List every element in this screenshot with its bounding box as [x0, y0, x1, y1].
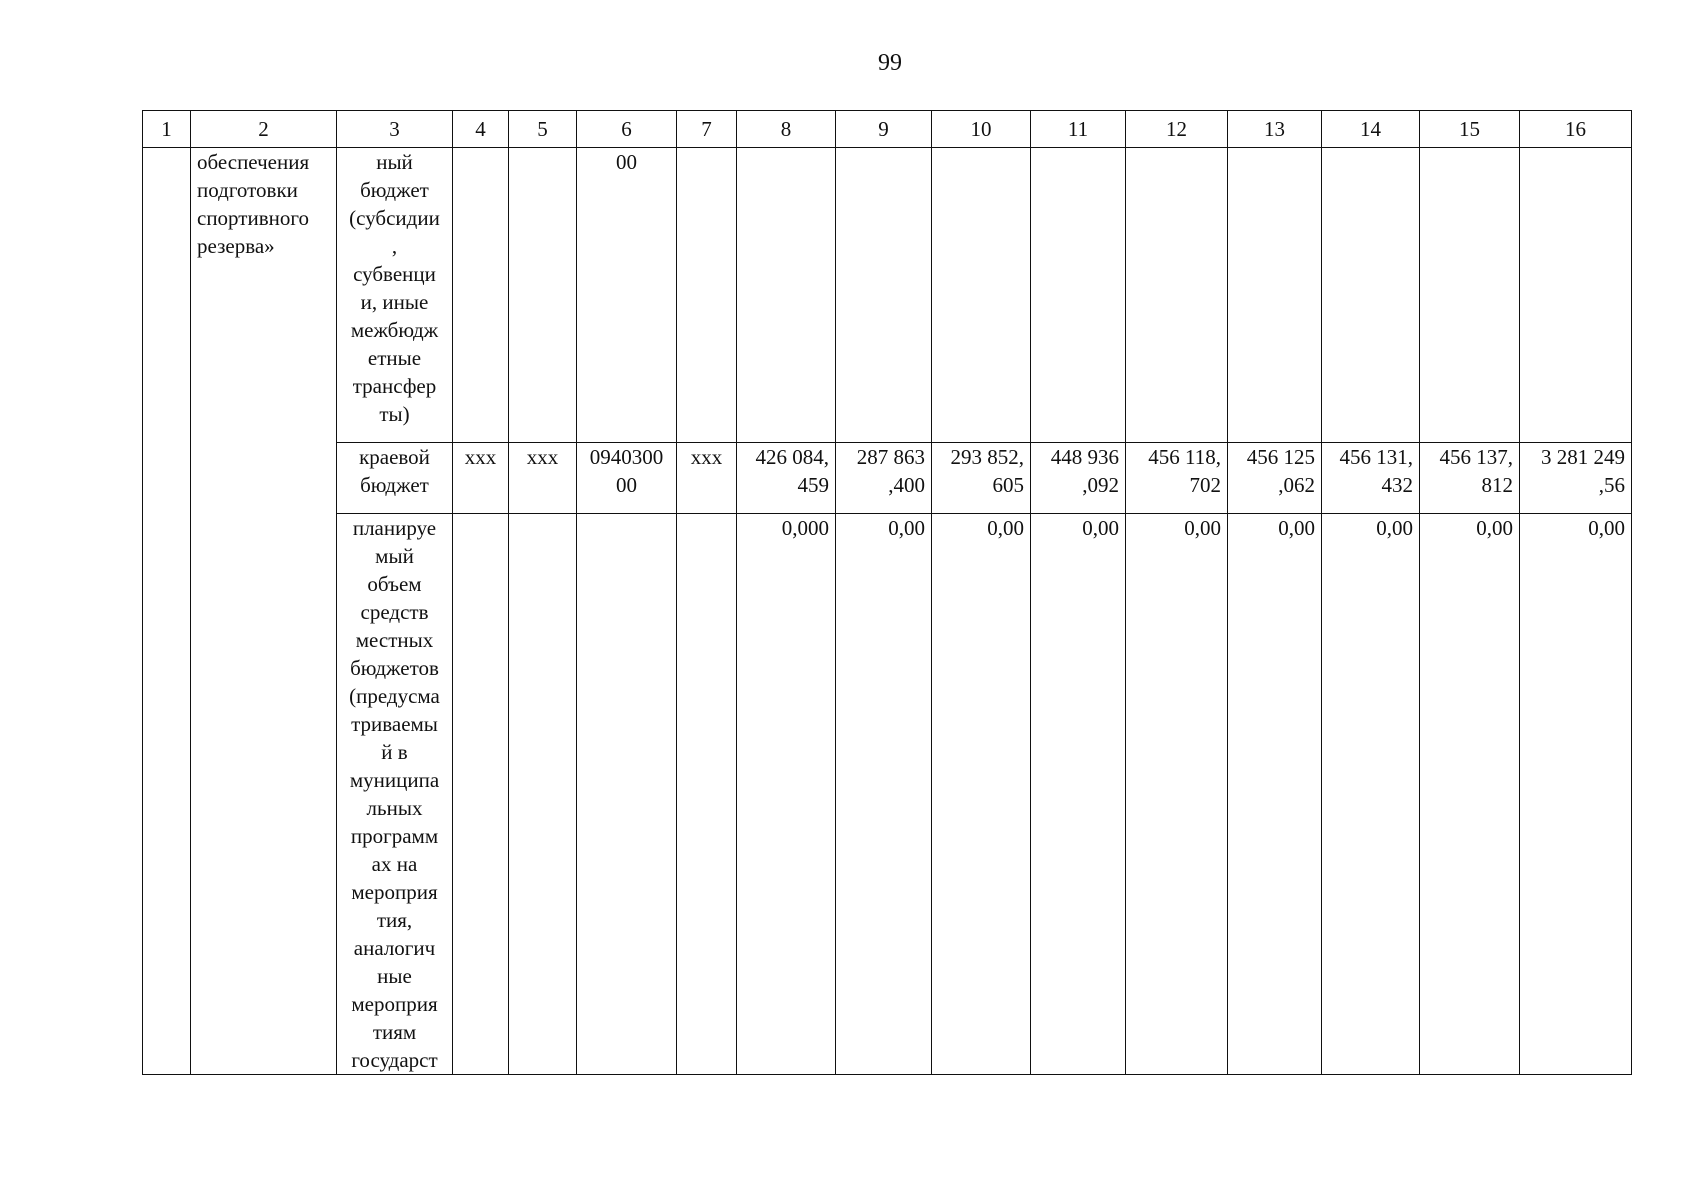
amount-cell-col-14: 0,00 [1322, 514, 1420, 1075]
amount-cell-col-10: 0,00 [932, 514, 1031, 1075]
activity-name-cell: обеспечения подготовки спортивного резерва» [191, 148, 337, 1075]
table-row [143, 148, 1632, 443]
cell-col-9 [836, 148, 932, 443]
amount-cell-col-15: 0,00 [1420, 514, 1520, 1075]
amount-cell-col-9: 0,00 [836, 514, 932, 1075]
amount-cell-col-15: 456 137, 812 [1420, 443, 1520, 514]
header-col-3: 3 [337, 111, 453, 148]
cell-col-5 [509, 514, 577, 1075]
header-col-11: 11 [1031, 111, 1126, 148]
cell-col-15 [1420, 148, 1520, 443]
amount-cell-col-8: 0,000 [737, 514, 836, 1075]
header-col-16: 16 [1520, 111, 1632, 148]
funding-source-cell: краевой бюджет [337, 443, 453, 514]
amount-cell-col-8: 426 084, 459 [737, 443, 836, 514]
header-col-10: 10 [932, 111, 1031, 148]
header-col-12: 12 [1126, 111, 1228, 148]
cell-col-6: 0940300 00 [577, 443, 677, 514]
page-number: 99 [878, 50, 902, 76]
amount-cell-col-16: 0,00 [1520, 514, 1632, 1075]
header-col-15: 15 [1420, 111, 1520, 148]
table-row [143, 443, 1632, 514]
header-col-8: 8 [737, 111, 836, 148]
cell-col-7: ххх [677, 443, 737, 514]
header-col-2: 2 [191, 111, 337, 148]
amount-cell-col-11: 0,00 [1031, 514, 1126, 1075]
amount-cell-col-10: 293 852, 605 [932, 443, 1031, 514]
cell-col-16 [1520, 148, 1632, 443]
table-header [143, 111, 1632, 148]
cell-col-14 [1322, 148, 1420, 443]
header-col-9: 9 [836, 111, 932, 148]
cell-col-10 [932, 148, 1031, 443]
cell-col-12 [1126, 148, 1228, 443]
cell-col-7 [677, 514, 737, 1075]
header-col-14: 14 [1322, 111, 1420, 148]
header-col-1: 1 [143, 111, 191, 148]
cell-col-4 [453, 148, 509, 443]
funding-source-cell: ный бюджет (субсидии , субвенци и, иные межбюдж етные трансфер ты) [337, 148, 453, 443]
cell-col-6: 00 [577, 148, 677, 443]
cell-col-7 [677, 148, 737, 443]
cell-col-6 [577, 514, 677, 1075]
budget-table [142, 110, 1632, 1075]
amount-cell-col-16: 3 281 249 ,56 [1520, 443, 1632, 514]
amount-cell-col-13: 0,00 [1228, 514, 1322, 1075]
table-row [143, 514, 1632, 1075]
amount-cell-col-12: 0,00 [1126, 514, 1228, 1075]
cell-col-4: ххх [453, 443, 509, 514]
header-col-7: 7 [677, 111, 737, 148]
header-col-13: 13 [1228, 111, 1322, 148]
amount-cell-col-12: 456 118, 702 [1126, 443, 1228, 514]
header-col-6: 6 [577, 111, 677, 148]
cell-col-5 [509, 148, 577, 443]
cell-col-8 [737, 148, 836, 443]
cell-col-4 [453, 514, 509, 1075]
header-col-5: 5 [509, 111, 577, 148]
cell-col-5: ххх [509, 443, 577, 514]
amount-cell-col-9: 287 863 ,400 [836, 443, 932, 514]
cell-col-13 [1228, 148, 1322, 443]
header-row [143, 111, 1632, 148]
funding-source-cell: планируе мый объем средств местных бюджетов (предусма триваемы й в муниципа льных программ ах на мероприя тия, аналогич ные мероприя тиям государст [337, 514, 453, 1075]
cell-col-11 [1031, 148, 1126, 443]
cell-col-1 [143, 148, 191, 1075]
amount-cell-col-11: 448 936 ,092 [1031, 443, 1126, 514]
amount-cell-col-13: 456 125 ,062 [1228, 443, 1322, 514]
amount-cell-col-14: 456 131, 432 [1322, 443, 1420, 514]
header-col-4: 4 [453, 111, 509, 148]
